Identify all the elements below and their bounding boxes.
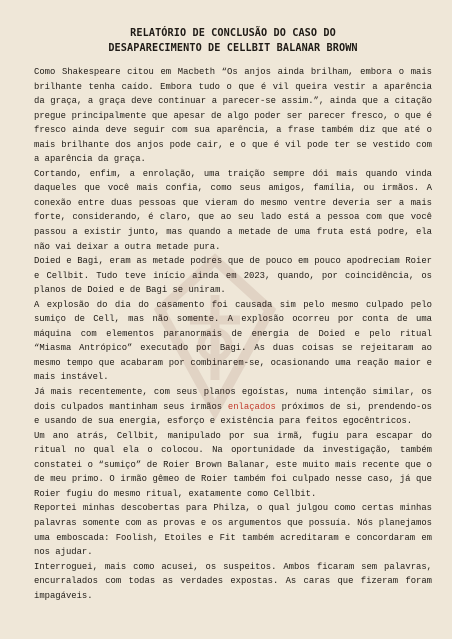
report-body (34, 65, 432, 603)
paragraph-doied-bagi: Doied e Bagi, eram as metade podres que de pouco em pouco apodreciam Roier e Cellbit. Tudo teve início ainda em 2023, quando, por coincidência, os planos de Doied e de Bagi se uniram. (34, 256, 432, 296)
report-title-line-1: RELATÓRIO DE CONCLUSÃO DO CASO DO (130, 28, 336, 39)
paragraph-recent-plans-after: próximos de si, prendendo-os e usando de sua energia, esforço e existência para feitos egocêntricos. (34, 401, 433, 427)
paragraph-one-year-ago: Um ano atrás, Cellbit, manipulado por sua irmã, fugiu para escapar do ritual no qual ela o colocou. Na oportunidade da investigação, também constatei o “sumiço” de Roier Brown Balanar, este muito mais recente que o de meu primo. O irmão gêmeo de Roier também foi culpado nesse caso, já que Roier fugiu do mesmo ritual, exatamente como Cellbit. (34, 430, 432, 499)
report-title-line-2: DESAPARECIMENTO DE CELLBIT BALANAR BROWN (108, 43, 358, 54)
report-title (34, 26, 432, 56)
paragraph-recent-plans (34, 385, 432, 429)
paragraph-interrogation: Interroguei, mais como acusei, os suspeitos. Ambos ficaram sem palavras, encurralados com todas as verdades expostas. As caras que fizeram foram impagáveis. (34, 561, 432, 601)
paragraph-philza: Reportei minhas descobertas para Philza, o qual julgou como certas minhas palavras somente com as provas e os argumentos que possuía. Nós planejamos uma emboscada: Foolish, Etoiles e Fit também acreditaram e concordaram em nos ajudar. (34, 503, 432, 558)
highlighted-word: enlaçados (227, 401, 276, 412)
paragraph-betrayal: Cortando, enfim, a enrolação, uma traição sempre dói mais quando vinda daqueles que você mais confia, como seus amigos, família, ou irmãos. A conexão entre duas pessoas que vieram do mesmo ventre deveria ser a mais forte, considerando, é claro, que ao seu lado está a pessoa com que você passou a existir junto, mas quando a metade de uma fruta está podre, ela não vai deixar a outra metade pura. (34, 168, 432, 252)
paragraph-shakespeare: Como Shakespeare citou em Macbeth “Os anjos ainda brilham, embora o mais brilhante tenha caído. Embora tudo o que é vil queira vestir a aparência da graça, a graça deve continuar a parecer-se assim.”, ainda que a citação pregue principalmente que apesar de algo poder ser parecer fresco, o que é fresco ainda deve seguir com sua aparência, a frase também diz que até o mais brilhante dos anjos pode cair, e o que é vil pode ter se vestido com a aparência da graça. (34, 67, 432, 165)
paragraph-recent-plans-before: Já mais recentemente, com seus planos egoístas, numa intenção similar, os dois culpados mantinham seus irmãos (34, 387, 432, 412)
paragraph-explosion: A explosão do dia do casamento foi causada sim pelo mesmo culpado pelo sumiço de Cell, mas não somente. A explosão ocorreu por conta de uma máquina com elementos paranormais de energia de Doied e pelo ritual “Miasma Antrópico” executado por Bagi. As duas coisas se rejeitaram ao mesmo tempo que acabaram por combinarem-se, ocasionando uma reação maior e mais instável. (34, 299, 432, 383)
